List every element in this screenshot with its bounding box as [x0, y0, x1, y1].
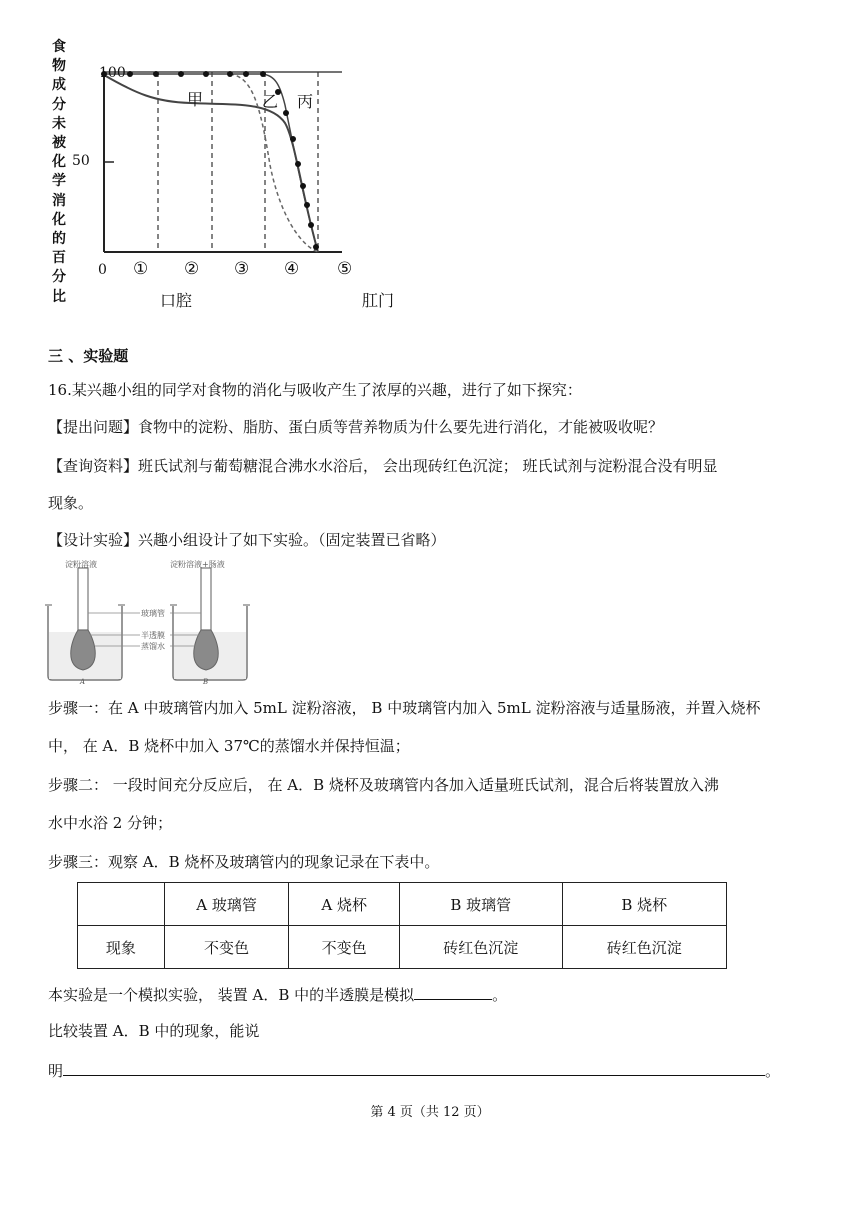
apparatus-figure: [45, 558, 275, 688]
curve-label-bing: 丙: [297, 92, 314, 111]
table-header-row: [78, 883, 727, 926]
step2-line2: 水中水浴 2 分钟；: [48, 814, 173, 832]
curve-bing-markers: [101, 71, 319, 250]
table-cell: 砖红色沉淀: [400, 926, 562, 969]
membrane-label: 半透膜: [141, 631, 165, 640]
region-dividers: [158, 72, 318, 252]
answer-blank-1[interactable]: [414, 983, 492, 1000]
table-cell: 不变色: [164, 926, 289, 969]
step3-line: 步骤三：观察 A．B 烧杯及玻璃管内的现象记录在下表中。: [48, 853, 440, 871]
step2-line1: 步骤二： 一段时间充分反应后， 在 A．B 烧杯及玻璃管内各加入适量班氏试剂，混合后将装置放入沸: [48, 776, 719, 794]
region-5-label: ⑤: [337, 259, 353, 279]
table-header-cell: [78, 883, 165, 926]
conclusion-line-3-suffix: 。: [765, 1062, 781, 1080]
origin-label: 0: [98, 262, 107, 278]
b-top-label: 淀粉溶液+肠液: [170, 560, 225, 569]
glass-tube-label: 玻璃管: [141, 609, 165, 618]
info-line-1: 【查询资料】班氏试剂与葡萄糖混合沸水水浴后， 会出现砖红色沉淀； 班氏试剂与淀粉混合没有明显: [48, 457, 718, 475]
conclusion-line-1-suffix: 。: [492, 986, 508, 1004]
curve-label-jia: 甲: [187, 90, 204, 109]
conclusion-line-2: 比较装置 A．B 中的现象，能说: [48, 1022, 260, 1040]
region-1-label: ①: [133, 259, 149, 279]
conclusion-line-1-prefix: 本实验是一个模拟实验， 装置 A．B 中的半透膜是模拟: [48, 986, 415, 1004]
conclusion-line-1: [48, 983, 507, 1005]
section-heading: 三 、实验题: [48, 347, 129, 365]
conclusion-line-3: [48, 1059, 780, 1081]
info-line-2: 现象。: [48, 494, 94, 512]
question-ask: 【提出问题】食物中的淀粉、脂肪、蛋白质等营养物质为什么要先进行消化，才能被吸收呢？: [48, 418, 664, 436]
region-3-label: ③: [234, 259, 250, 279]
beaker-b: [170, 568, 250, 680]
step1-line1: 步骤一：在 A 中玻璃管内加入 5mL 淀粉溶液， B 中玻璃管内加入 5mL 淀粉溶液与适量肠液，并置入烧杯: [48, 699, 761, 717]
results-table: [77, 882, 727, 969]
design-line: 【设计实验】兴趣小组设计了如下实验。（固定装置已省略）: [48, 531, 446, 549]
tick-100-label: 100: [99, 65, 126, 81]
table-row: [78, 926, 727, 969]
table-cell: 砖红色沉淀: [562, 926, 727, 969]
table-cell: 现象: [78, 926, 165, 969]
region-4-label: ④: [284, 259, 300, 279]
answer-blank-2[interactable]: [63, 1059, 765, 1076]
b-letter: B: [203, 678, 209, 686]
anus-label: 肛门: [362, 291, 395, 310]
conclusion-line-3-prefix: 明: [48, 1062, 64, 1080]
water-label: 蒸馏水: [141, 642, 165, 651]
curve-bing: [104, 74, 318, 252]
curve-jia: [104, 75, 318, 252]
curve-label-yi: 乙: [262, 92, 279, 111]
beaker-a: [45, 568, 125, 680]
tick-50-label: 50: [72, 153, 90, 169]
table-header-cell: A 玻璃管: [164, 883, 289, 926]
y-axis-label: 食物成分未被化学消化的百分比: [52, 39, 66, 305]
table-cell: 不变色: [289, 926, 400, 969]
region-2-label: ②: [184, 259, 200, 279]
step1-line2: 中， 在 A．B 烧杯中加入 37℃的蒸馏水并保持恒温；: [48, 737, 410, 755]
page-footer: 第 4 页（共 12 页）: [370, 1105, 490, 1120]
a-top-label: 淀粉溶液: [65, 560, 97, 569]
table-header-cell: A 烧杯: [289, 883, 400, 926]
question-stem: 16.某兴趣小组的同学对食物的消化与吸收产生了浓厚的兴趣，进行了如下探究：: [48, 381, 582, 399]
a-letter: A: [80, 678, 86, 686]
mouth-label: 口腔: [160, 291, 193, 310]
table-header-cell: B 烧杯: [562, 883, 727, 926]
table-header-cell: B 玻璃管: [400, 883, 562, 926]
